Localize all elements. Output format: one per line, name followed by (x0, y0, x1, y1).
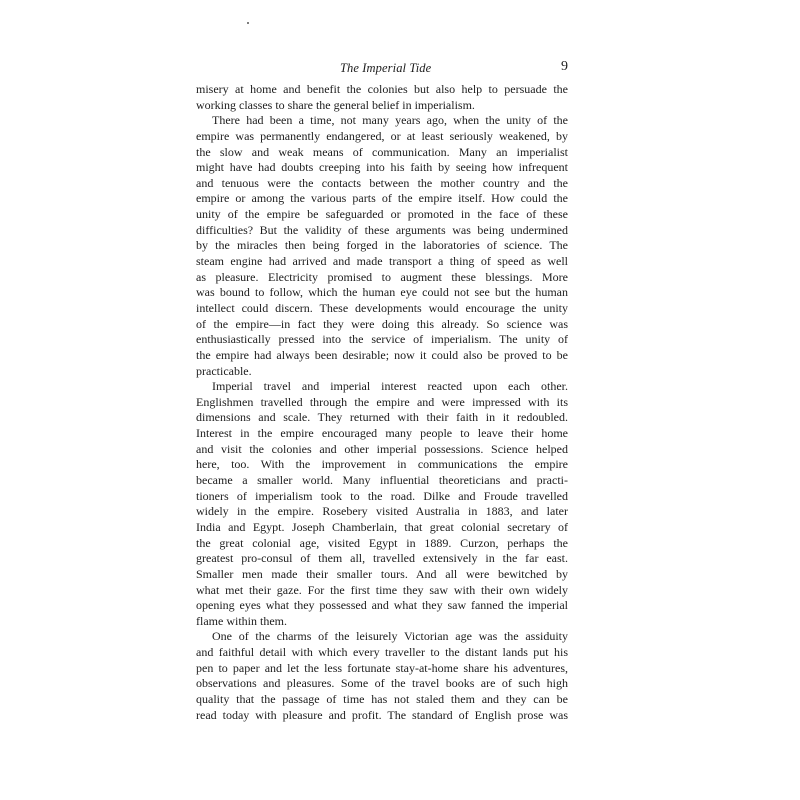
text-line: became a smaller world. Many influential theoreticians and practi- (196, 473, 568, 488)
text-line: was bound to follow, which the human eye could not see but the human (196, 285, 568, 300)
text-line: dimensions and scale. They returned with their faith in it redoubled. (196, 410, 568, 425)
text-line: tioners of imperialism took to the road. Dilke and Froude travelled (196, 488, 568, 503)
text-line: widely in the empire. Rosebery visited Australia in 1883, and later (196, 504, 568, 519)
text-line: quality that the passage of time has not staled them and they can be (196, 691, 568, 706)
text-line: practicable. (196, 363, 252, 378)
text-line: Smaller men made their smaller tours. And all were bewitched by (196, 566, 568, 581)
book-page (196, 58, 568, 723)
text-line: Englishmen travelled through the empire and were impressed with its (196, 394, 568, 409)
text-line: misery at home and benefit the colonies but also help to persuade the (196, 82, 568, 96)
text-line: Interest in the empire encouraged many people to leave their home (196, 426, 568, 441)
text-line: flame within them. (196, 613, 287, 628)
text-line: observations and pleasures. Some of the travel books are of such high (196, 676, 568, 691)
text-line: empire was permanently endangered, or at least seriously weakened, by (196, 128, 568, 143)
text-line: There had been a time, not many years ago, when the unity of the (212, 113, 568, 128)
text-line: might have had doubts creeping into his faith by seeing how infrequent (196, 160, 568, 175)
text-line: enthusiastically pressed into the service of imperialism. The unity of (196, 332, 568, 347)
text-line: opening eyes what they possessed and what they saw fanned the imperial (196, 598, 568, 613)
text-line: greatest pro-consul of them all, travelled extensively in the far east. (196, 551, 568, 566)
text-line: the great colonial age, visited Egypt in 1889. Curzon, perhaps the (196, 535, 568, 550)
running-title: The Imperial Tide (340, 61, 432, 75)
text-line: Imperial travel and imperial interest reacted upon each other. (212, 379, 568, 394)
text-line: steam engine had arrived and made transport a thing of speed as well (196, 254, 568, 269)
text-line: read today with pleasure and profit. The standard of English prose was (196, 707, 568, 722)
text-line: pen to paper and let the less fortunate stay-at-home share his adventures, (196, 660, 568, 675)
stray-ink-mark (247, 22, 249, 24)
text-line: and tenuous were the contacts between the mother country and the (196, 175, 568, 190)
page-number: 9 (561, 59, 568, 74)
page-header (196, 58, 568, 82)
text-line: by the miracles then being forged in the laboratories of science. The (196, 238, 568, 253)
text-line: the empire had always been desirable; now it could also be proved to be (196, 347, 568, 362)
text-line: unity of the empire be safeguarded or promoted in the face of these (196, 207, 568, 222)
text-line: and visit the colonies and other imperial possessions. Science helped (196, 441, 568, 456)
text-line: One of the charms of the leisurely Victorian age was the assiduity (212, 629, 568, 644)
text-line: the slow and weak means of communication. Many an imperialist (196, 144, 568, 159)
text-line: of the empire—in fact they were doing this already. So science was (196, 316, 568, 331)
text-line: India and Egypt. Joseph Chamberlain, that great colonial secretary of (196, 519, 568, 534)
text-line: difficulties? But the validity of these arguments was being undermined (196, 222, 568, 237)
text-line: as pleasure. Electricity promised to augment these blessings. More (196, 269, 568, 284)
text-line: intellect could discern. These developments would encourage the unity (196, 300, 568, 315)
text-line: what met their gaze. For the first time they saw with their own widely (196, 582, 568, 597)
text-line: working classes to share the general belief in imperialism. (196, 97, 475, 112)
body-text (196, 82, 568, 723)
text-line: here, too. With the improvement in communications the empire (196, 457, 568, 472)
text-line: empire or among the various parts of the empire itself. How could the (196, 191, 568, 206)
text-line: and faithful detail with which every traveller to the distant lands put his (196, 645, 568, 660)
